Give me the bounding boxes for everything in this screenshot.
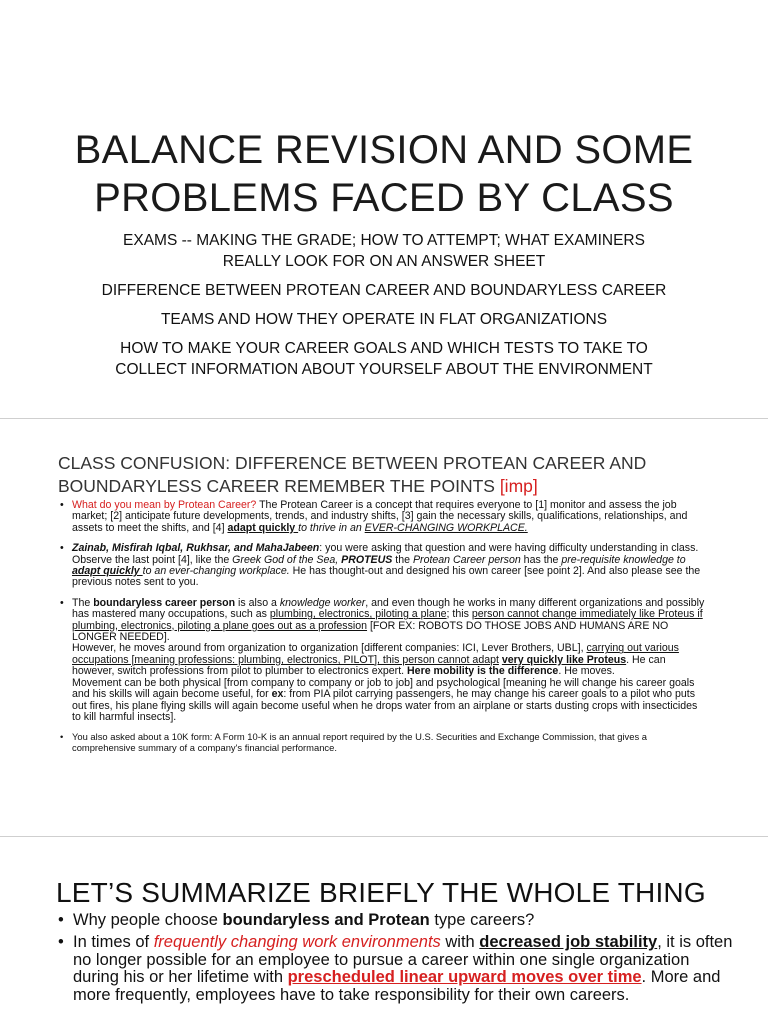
- body-text: [FOR EX: ROBOTS DO THOSE JOBS AND HUMANS ARE NO LONGER NEEDED].: [72, 619, 669, 644]
- emphasis-text: EVER-CHANGING WORKPLACE.: [364, 521, 528, 534]
- red-emphasis-text: prescheduled linear upward moves over time: [287, 968, 642, 987]
- boundaryless-paragraph-3: [72, 678, 708, 724]
- confusion-bullets: [58, 500, 708, 763]
- student-names: Zainab, Misfirah Iqbal, Rukhsar, and MahaJabeen: [72, 542, 320, 555]
- emphasis-text: Here mobility is the difference: [407, 665, 559, 678]
- topic-teams: TEAMS AND HOW THEY OPERATE IN FLAT ORGANIZATIONS: [160, 311, 608, 328]
- italic-text: pre-requisite knowledge to: [561, 553, 686, 566]
- body-text: , and even though he works in many different organizations and possibly has mastered many occupations, such as: [72, 596, 705, 621]
- boundaryless-paragraph-2: [72, 643, 708, 677]
- bullet-10k-form: • You also asked about a 10K form: A Form 10-K is an annual report required by the U.S. Securities and Exchange Commission, that gives a comprehensive summary of a company's financial performance.: [58, 732, 708, 754]
- imp-tag: [imp]: [499, 476, 538, 496]
- emphasis-text: very quickly like Proteus: [501, 653, 627, 666]
- bullet-boundaryless: [58, 598, 708, 723]
- body-text: . He moves.: [558, 665, 615, 678]
- body-text: , it is often no longer possible for an employee to pursue a career within one single organization during his or her lifetime with: [73, 933, 733, 987]
- bullet-student-question: [58, 543, 708, 589]
- body-text: Why people choose: [73, 911, 223, 929]
- emphasis-text: PROTEUS: [341, 553, 393, 566]
- italic-text: Greek God of the Sea,: [232, 553, 342, 566]
- slide-2-title: [58, 452, 718, 498]
- emphasis-text: decreased job stability: [479, 933, 658, 952]
- body-text: He has thought-out and designed his own career [see point 2]. And also please see the previous notes sent to you.: [72, 565, 701, 589]
- question-text: What do you mean by Protean Career?: [72, 499, 257, 511]
- emphasis-text: boundaryless career person: [93, 596, 236, 609]
- body-text: Movement can be both physical [from company to company or job to job] and psychological [meaning he will change his career goals and his skills will again become useful, for: [72, 676, 695, 701]
- emphasis-text: ex: [271, 688, 284, 701]
- emphasis-text: boundaryless and Protean: [222, 911, 430, 929]
- slide-3-title: LET’S SUMMARIZE BRIEFLY THE WHOLE THING: [56, 877, 706, 908]
- underlined-text: person cannot change immediately like Proteus if plumbing, electronics, piloting a plane goes out as a profession: [72, 608, 703, 632]
- bullet-changing-environments: [56, 934, 736, 1004]
- topic-exams-line-2: REALLY LOOK FOR ON AN ANSWER SHEET: [222, 253, 546, 270]
- body-text: type careers?: [429, 911, 535, 929]
- title-text: BOUNDARYLESS CAREER REMEMBER THE POINTS: [58, 476, 500, 496]
- slide-1-title: [60, 126, 708, 222]
- body-text: : from PIA pilot carrying passengers, he may change his career goals to a pilot who puts out fires, his plane flying skills will again become useful when he drops water from an airplane or starts dusting crops with insecticides to kill harmful insects].: [72, 688, 698, 723]
- body-text: In times of: [73, 933, 154, 952]
- body-text: with: [440, 933, 480, 952]
- topic-exams-line-1: EXAMS -- MAKING THE GRADE; HOW TO ATTEMPT; WHAT EXAMINERS: [123, 232, 645, 249]
- italic-text: to an ever-changing workplace.: [142, 565, 290, 578]
- italic-text: knowledge worker: [279, 596, 366, 609]
- body-text: . He can however, switch professions from pilot to plumber to electronics expert.: [72, 653, 666, 678]
- topics-list: [60, 230, 708, 388]
- body-text: The: [72, 596, 94, 609]
- title-line-1: BALANCE REVISION AND SOME: [74, 128, 694, 172]
- topic-career-goals: [60, 338, 708, 380]
- body-text: The Protean Career is a concept that requires everyone to [1] monitor and assess the job market; [2] anticipate future developments, trends, and industry shifts, [3] gain the necessary skills, qualifications, relationships, and assets to meet the shifts, and [4]: [72, 499, 688, 534]
- body-text: : you were asking that question and were having difficulty understanding in class. Observe the last point [4], like the: [72, 542, 699, 566]
- body-text: However, he moves around from organization to organization [different companies: ICI, Lever Brothers, UBL],: [72, 642, 587, 655]
- body-text: is also a: [235, 596, 280, 609]
- italic-text: Protean Career person: [412, 553, 521, 566]
- underlined-text: plumbing, electronics, piloting a plane: [269, 608, 447, 621]
- body-text: has the: [520, 553, 562, 566]
- topic-exams: [60, 230, 708, 272]
- bullet-protean-definition: [58, 500, 708, 534]
- emphasis-text: adapt quickly: [72, 565, 143, 578]
- slide-class-confusion: [0, 418, 768, 808]
- summary-bullets: [56, 912, 736, 1009]
- slide-summary: [0, 836, 768, 1024]
- topic-careers: DIFFERENCE BETWEEN PROTEAN CAREER AND BOUNDARYLESS CAREER: [101, 282, 667, 299]
- bullet-why-choose: [56, 912, 736, 929]
- body-text: the: [392, 553, 413, 566]
- topic-career-goals-line-1: HOW TO MAKE YOUR CAREER GOALS AND WHICH TESTS TO TAKE TO: [120, 340, 648, 357]
- red-italic-text: frequently changing work environments: [153, 933, 441, 952]
- emphasis-text: adapt quickly: [227, 521, 299, 534]
- body-text: ; this: [446, 608, 472, 621]
- title-line-2: [58, 475, 718, 498]
- underlined-text: carrying out various occupations [meaning professions: plumbing, electronics, PILOT], this person cannot adapt: [72, 642, 679, 666]
- title-line-1: CLASS CONFUSION: DIFFERENCE BETWEEN PROTEAN CAREER AND: [58, 453, 647, 473]
- title-line-2: PROBLEMS FACED BY CLASS: [94, 176, 674, 220]
- topic-career-goals-line-2: COLLECT INFORMATION ABOUT YOURSELF ABOUT THE ENVIRONMENT: [115, 361, 653, 378]
- italic-text: to thrive in an: [298, 521, 365, 534]
- body-text: . More and more frequently, employees have to take responsibility for their own careers.: [73, 968, 721, 1004]
- slide-title: [0, 0, 768, 418]
